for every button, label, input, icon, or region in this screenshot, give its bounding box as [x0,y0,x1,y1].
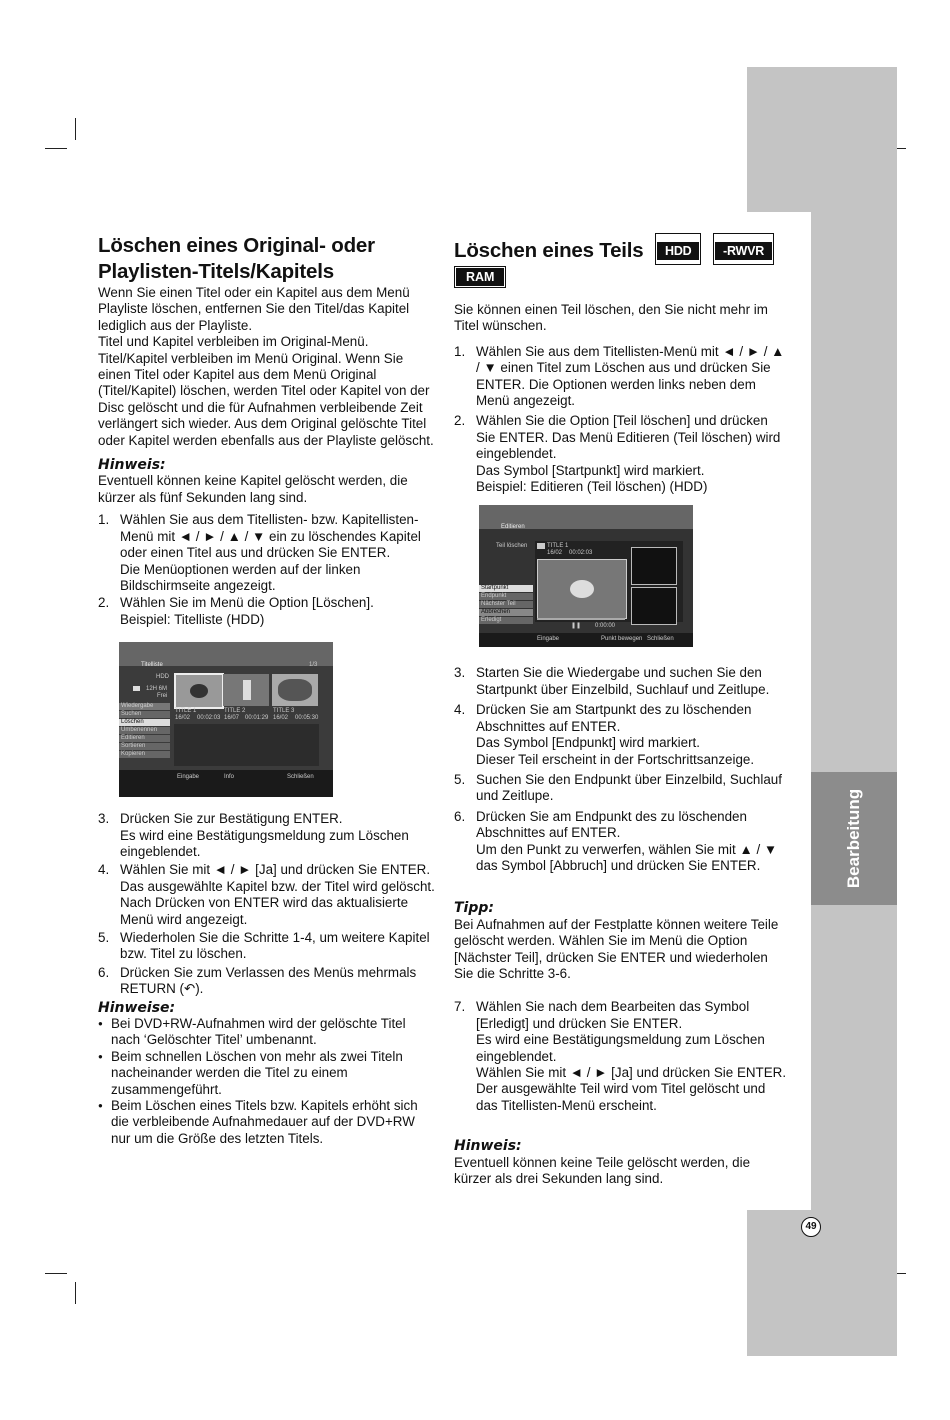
step-text: Wiederholen Sie die Schritte 1-4, um weitere Kapitel bzw. Titel zu löschen. [120,929,430,962]
titlelist-screenshot [119,642,333,797]
steps-list [98,512,436,628]
menu-item: Suchen [119,711,170,718]
section-title [454,233,788,265]
section-title-text: Löschen eines Teils [454,239,644,262]
step-number: 6. [454,808,466,824]
note-heading: Hinweis: [98,457,166,474]
step-number: 3. [98,811,110,827]
step-text: Wählen Sie nach dem Bearbeiten das Symbol [Erledigt] und drücken Sie ENTER. Es wird eine Bestätigungsmeldung zum Löschen eingeblendet. Wählen Sie mit ◄ / ► [Ja] und drücken Sie ENTER. Der ausgewählte Teil wird vom Titel gelöscht und das Titellisten-Menü erscheint. [476,999,787,1113]
title-time: 00:02:03 [197,715,221,722]
section-tab [811,772,897,905]
screen-time: 00:02:03 [569,550,593,557]
title-name: TITLE 2 [224,708,246,715]
screen-date: 16/02 [547,550,563,557]
step-number: 5. [454,771,466,787]
step [454,702,788,768]
progress-bar [537,618,625,620]
step-number: 2. [454,413,466,429]
tip-text: Bei Aufnahmen auf der Festplatte können weitere Teile gelöscht werden. Wählen Sie im Menü die Option [Nächster Teil], drücken Sie ENTER und wiederholen Sie die Schritte 3-6. [454,916,779,981]
step-number: 6. [98,964,110,980]
intro-paragraph: Titel/Kapitel verbleiben im Menü Original. Wenn Sie einen Titel oder Kapitel aus dem Menü Original (Titel/Kapitel) löschen, werden Titel oder Kapitel von der Disc gelöscht und die für Aufnahmen verbleibende Zeit verlängert sich wieder. Aus dem Original gelöschte Titel oder Kapitel werden ebenfalls aus der Playliste gelöscht. [98,350,434,448]
menu-item: Umbenennen [119,727,170,734]
step-number: 4. [98,862,110,878]
crop-mark [75,118,76,140]
title-date: 16/07 [224,715,240,722]
footer-close: Schließen [287,774,314,781]
thumbnail [272,674,318,706]
step [98,965,436,998]
menu-item-selected: Löschen [119,719,170,726]
start-frame [631,547,677,585]
title-date: 16/02 [273,715,289,722]
step-text: Drücken Sie am Startpunkt des zu löschenden Abschnittes auf ENTER. Das Symbol [Endpunkt] wird markiert. Dieser Teil erscheint in der Fortschrittsanzeige. [476,702,755,767]
menu-item: Endpunkt [479,593,533,600]
left-column [98,233,436,1147]
step-text: Starten Sie die Wiedergabe und suchen Sie den Startpunkt über Einzelbild, Suchlauf und Zeitlupe. [476,665,770,697]
right-column [454,233,788,1187]
note-text: Eventuell können keine Kapitel gelöscht werden, die kürzer als fünf Sekunden lang sind. [98,473,408,505]
step [454,665,788,698]
step-number: 1. [454,343,466,359]
screen-header: Titelliste [141,662,163,669]
title-name: TITLE 3 [273,708,295,715]
steps-list [98,811,436,997]
step-number: 3. [454,665,466,681]
step [454,999,788,1114]
menu-item: Sortieren [119,743,170,750]
screen-page: 1/3 [309,662,318,669]
footer-close: Schließen [647,636,674,643]
menu-item: Abbrechen [479,609,533,616]
end-frame [631,587,677,625]
badge-ram: RAM [454,266,506,288]
footer-info: Info [224,774,235,781]
note-item: ● Beim schnellen Löschen von mehr als zwei Titeln nacheinander werden die Titel zu einem zusammengeführt. [98,1049,436,1098]
footer-enter: Eingabe [177,774,200,781]
title-date: 16/02 [175,715,191,722]
intro-paragraph: Sie können einen Teil löschen, den Sie nicht mehr im Titel wünschen. [454,302,768,334]
screen-menu [119,703,170,766]
step-number: 4. [454,702,466,718]
steps-list [454,344,788,496]
menu-item: Kopieren [119,751,170,758]
screen-mode: Teil löschen [496,543,528,550]
crop-mark [75,1282,76,1304]
note-heading: Hinweis: [454,1138,522,1155]
menu-item-selected: Startpunkt [479,585,533,592]
hdd-icon [133,686,140,691]
screen-header: Editieren [501,524,525,531]
empty-slots [174,724,319,766]
menu-item: Erledigt [479,617,533,624]
badge-hdd: HDD [655,233,701,265]
title-name: TITLE 1 [175,708,197,715]
title-time: 00:01:29 [245,715,269,722]
step-number: 2. [98,595,110,611]
menu-item: Nächster Teil [479,601,533,608]
section-tab-label: Bearbeitung [844,788,863,889]
page-number: 49 [801,1217,821,1237]
step-number: 1. [98,512,110,528]
step-number: 7. [454,999,466,1015]
step-text: Wählen Sie aus dem Titellisten- bzw. Kapitellisten-Menü mit ◄ / ► / ▲ / ▼ ein zu löschendes Kapitel oder einen Titel aus und drücken Sie ENTER. Die Menüoptionen werden auf der linken Bildschirmseite angezeigt. [120,512,421,593]
step [454,809,788,875]
crop-mark [45,1273,67,1274]
step [98,930,436,963]
thumbnail [223,674,269,706]
intro [98,285,436,449]
steps-list [454,999,788,1114]
side-band [811,212,897,1210]
step-text: Wählen Sie aus dem Titellisten-Menü mit ◄ / ► / ▲ / ▼ einen Titel zum Löschen aus und drücken Sie ENTER. Die Optionen werden links neben dem Menü angezeigt. [476,343,785,409]
note-text: Eventuell können keine Teile gelöscht werden, die kürzer als drei Sekunden lang sind. [454,1154,751,1187]
edit-screenshot [479,505,693,647]
note-item: ● Bei DVD+RW-Aufnahmen wird der gelöschte Titel nach ‘Gelöschter Titel’ umbenannt. [98,1016,436,1049]
screen-title: TITLE 1 [547,543,569,550]
step [98,595,436,628]
side-band [747,67,897,212]
thumbnail [174,673,224,709]
video-preview [537,559,627,619]
step [454,772,788,805]
screen-free-label: Frei [157,693,168,700]
step-text: Wählen Sie mit ◄ / ► [Ja] und drücken Sie ENTER. Das ausgewählte Kapitel bzw. der Titel wird gelöscht. Nach Drücken von ENTER wird das aktualisierte Menü wird angezeigt. [120,862,435,927]
step-text: Wählen Sie im Menü die Option [Löschen]. Beispiel: Titelliste (HDD) [120,595,374,627]
badge-rwvr: -RWVR [713,233,774,265]
tip-heading: Tipp: [454,900,494,917]
screen-free-time: 12H 6M [146,686,168,693]
menu-item: Editieren [119,735,170,742]
screen-source: HDD [156,674,169,681]
step [454,413,788,495]
step-text: Suchen Sie den Endpunkt über Einzelbild, Suchlauf und Zeitlupe. [476,771,782,804]
intro-paragraph: Titel und Kapitel verbleiben im Original-Menü. [98,334,369,350]
notes-list [98,1016,436,1147]
pause-icon: ❚❚ [571,623,582,630]
section-title: Löschen eines Original- oder Playlisten-Titels/Kapitels [98,234,375,283]
footer-enter: Eingabe [537,636,560,643]
step-text: Drücken Sie am Endpunkt des zu löschenden Abschnittes auf ENTER. Um den Punkt zu verwerfen, wählen Sie mit ▲ / ▼ das Symbol [Abbruch] und drücken Sie ENTER. [476,808,778,873]
screen-menu [479,585,533,633]
crop-mark [45,148,67,149]
title-time: 00:05:30 [295,715,319,722]
step [454,344,788,410]
step [98,512,436,594]
step-text: Wählen Sie die Option [Teil löschen] und drücken Sie ENTER. Das Menü Editieren (Teil löschen) wird eingeblendet. Das Symbol [Startpunkt] wird markiert. Beispiel: Editieren (Teil löschen) (HDD) [476,413,781,495]
hdd-icon [537,543,545,549]
step-number: 5. [98,929,110,945]
side-band [747,1210,897,1356]
notes-heading: Hinweise: [98,999,176,1016]
screen-counter: 0:00:00 [595,623,616,630]
step-text: Drücken Sie zur Bestätigung ENTER. Es wird eine Bestätigungsmeldung zum Löschen eingeblendet. [120,811,409,859]
step [98,811,436,860]
footer-move: Punkt bewegen [601,636,643,643]
note-item: ● Beim Löschen eines Titels bzw. Kapitels erhöht sich die verbleibende Aufnahmedauer auf der DVD+RW nur um die Größe des letzten Titels. [98,1098,436,1147]
intro-paragraph: Wenn Sie einen Titel oder ein Kapitel aus dem Menü Playliste löschen, entfernen Sie den Titel/das Kapitel lediglich aus der Playliste. [98,285,410,333]
menu-item: Wiedergabe [119,703,170,710]
step [98,862,436,928]
step-text: Drücken Sie zum Verlassen des Menüs mehrmals RETURN (↶). [120,964,417,997]
steps-list [454,665,788,874]
